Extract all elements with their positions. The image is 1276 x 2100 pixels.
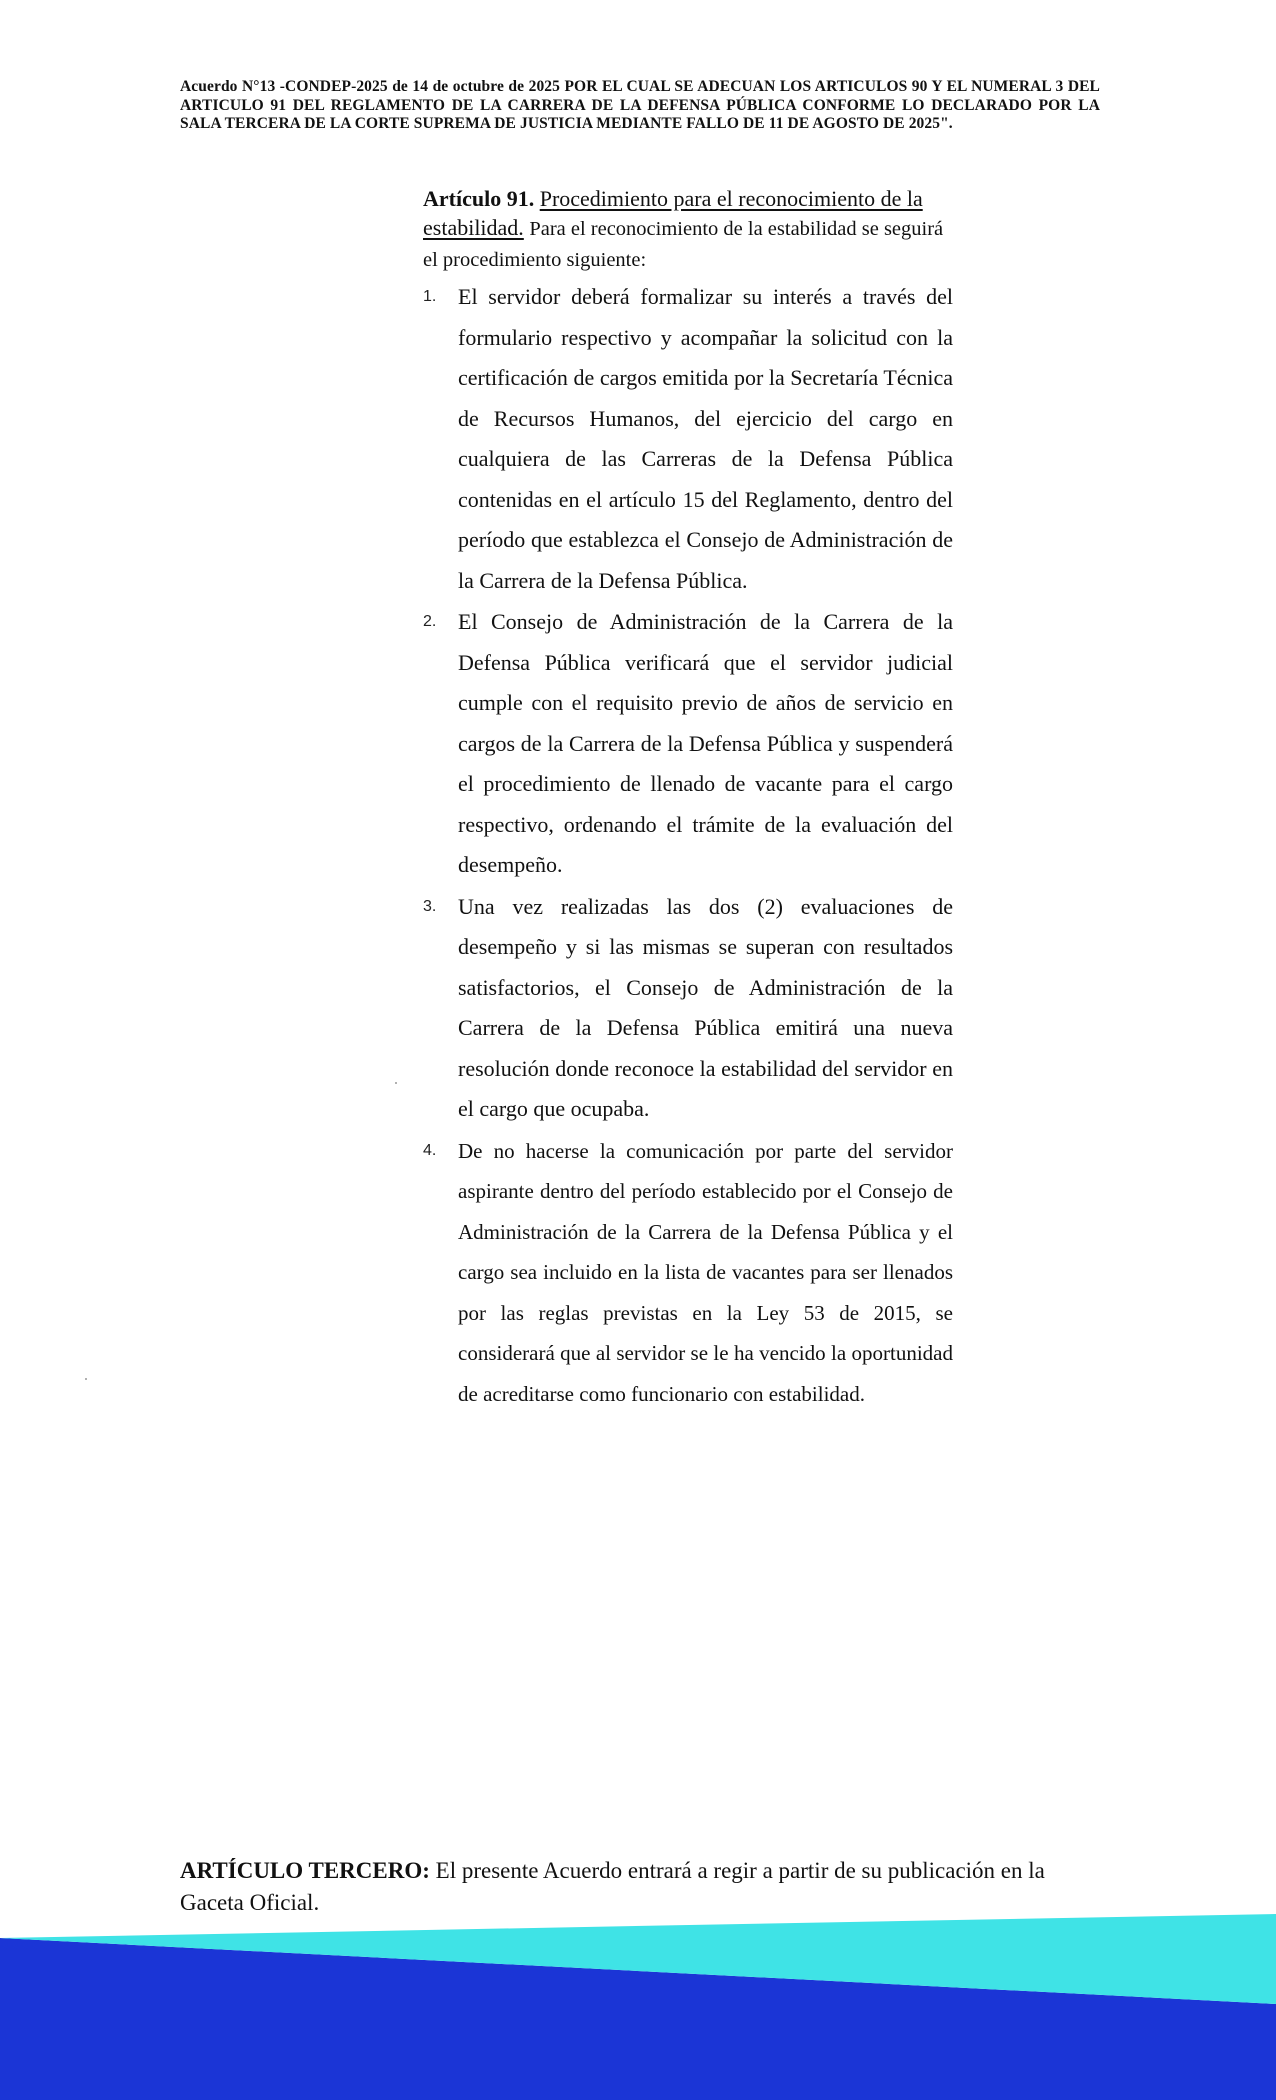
scan-speck	[85, 1378, 87, 1380]
article-intro	[423, 184, 953, 275]
procedure-steps	[423, 277, 953, 1414]
article-title: Procedimiento para el reconocimiento de la estabilidad.	[423, 186, 923, 240]
step-text: El Consejo de Administración de la Carrera de la Defensa Pública verificará que el servidor judicial cumple con el requisito previo de años de servicio en cargos de la Carrera de la Defensa Pública y suspenderá el procedimiento de llenado de vacante para el cargo respectivo, ordenando el trámite de la evaluación del desempeño.	[458, 609, 953, 877]
step-text: De no hacerse la comunicación por parte del servidor aspirante dentro del período establecido por el Consejo de Administración de la Carrera de la Defensa Pública y el cargo sea incluido en la lista de vacantes para ser llenados por las reglas previstas en la Ley 53 de 2015, se considerará que al servidor se le ha vencido la oportunidad de acreditarse como funcionario con estabilidad.	[458, 1138, 953, 1406]
step-text: El servidor deberá formalizar su interés a través del formulario respectivo y acompañar la solicitud con la certificación de cargos emitida por la Secretaría Técnica de Recursos Humanos, del ejercicio del cargo en cualquiera de las Carreras de la Defensa Pública contenidas en el artículo 15 del Reglamento, dentro del período que establezca el Consejo de Administración de la Carrera de la Defensa Pública.	[458, 284, 953, 593]
article-number: Artículo 91.	[423, 186, 535, 211]
footer-decor-band	[0, 1900, 1276, 2100]
scan-speck	[395, 1082, 397, 1084]
procedure-step	[423, 277, 953, 601]
procedure-step	[423, 602, 953, 886]
article-lead: Para el reconocimiento de la estabilidad se seguirá el procedimiento siguiente:	[423, 218, 944, 271]
step-text: Una vez realizadas las dos (2) evaluaciones de desempeño y si las mismas se superan con resultados satisfactorios, el Consejo de Administración de la Carrera de la Defensa Pública emitirá una nueva resolución donde reconoce la estabilidad del servidor en el cargo que ocupaba.	[458, 893, 953, 1121]
step-number: 3.	[423, 897, 437, 915]
document-header: Acuerdo N°13 -CONDEP-2025 de 14 de octubre de 2025 POR EL CUAL SE ADECUAN LOS ARTICULOS 90 Y EL NUMERAL 3 DEL ARTICULO 91 DEL REGLAMENTO DE LA CARRERA DE LA DEFENSA PÚBLICA CONFORME LO DECLARADO POR LA SALA TERCERA DE LA CORTE SUPREMA DE JUSTICIA MEDIANTE FALLO DE 11 DE AGOSTO DE 2025".	[180, 78, 1100, 132]
article-91	[423, 184, 953, 1415]
step-number: 2.	[423, 613, 437, 630]
step-number: 1.	[423, 288, 437, 305]
procedure-step	[423, 1131, 953, 1415]
procedure-step	[423, 887, 953, 1130]
step-number: 4.	[423, 1141, 437, 1159]
closing-text: El presente Acuerdo entrará a regir a partir de su publicación en la Gaceta Oficial.	[180, 1858, 1045, 1915]
closing-title: ARTÍCULO TERCERO:	[180, 1858, 430, 1883]
